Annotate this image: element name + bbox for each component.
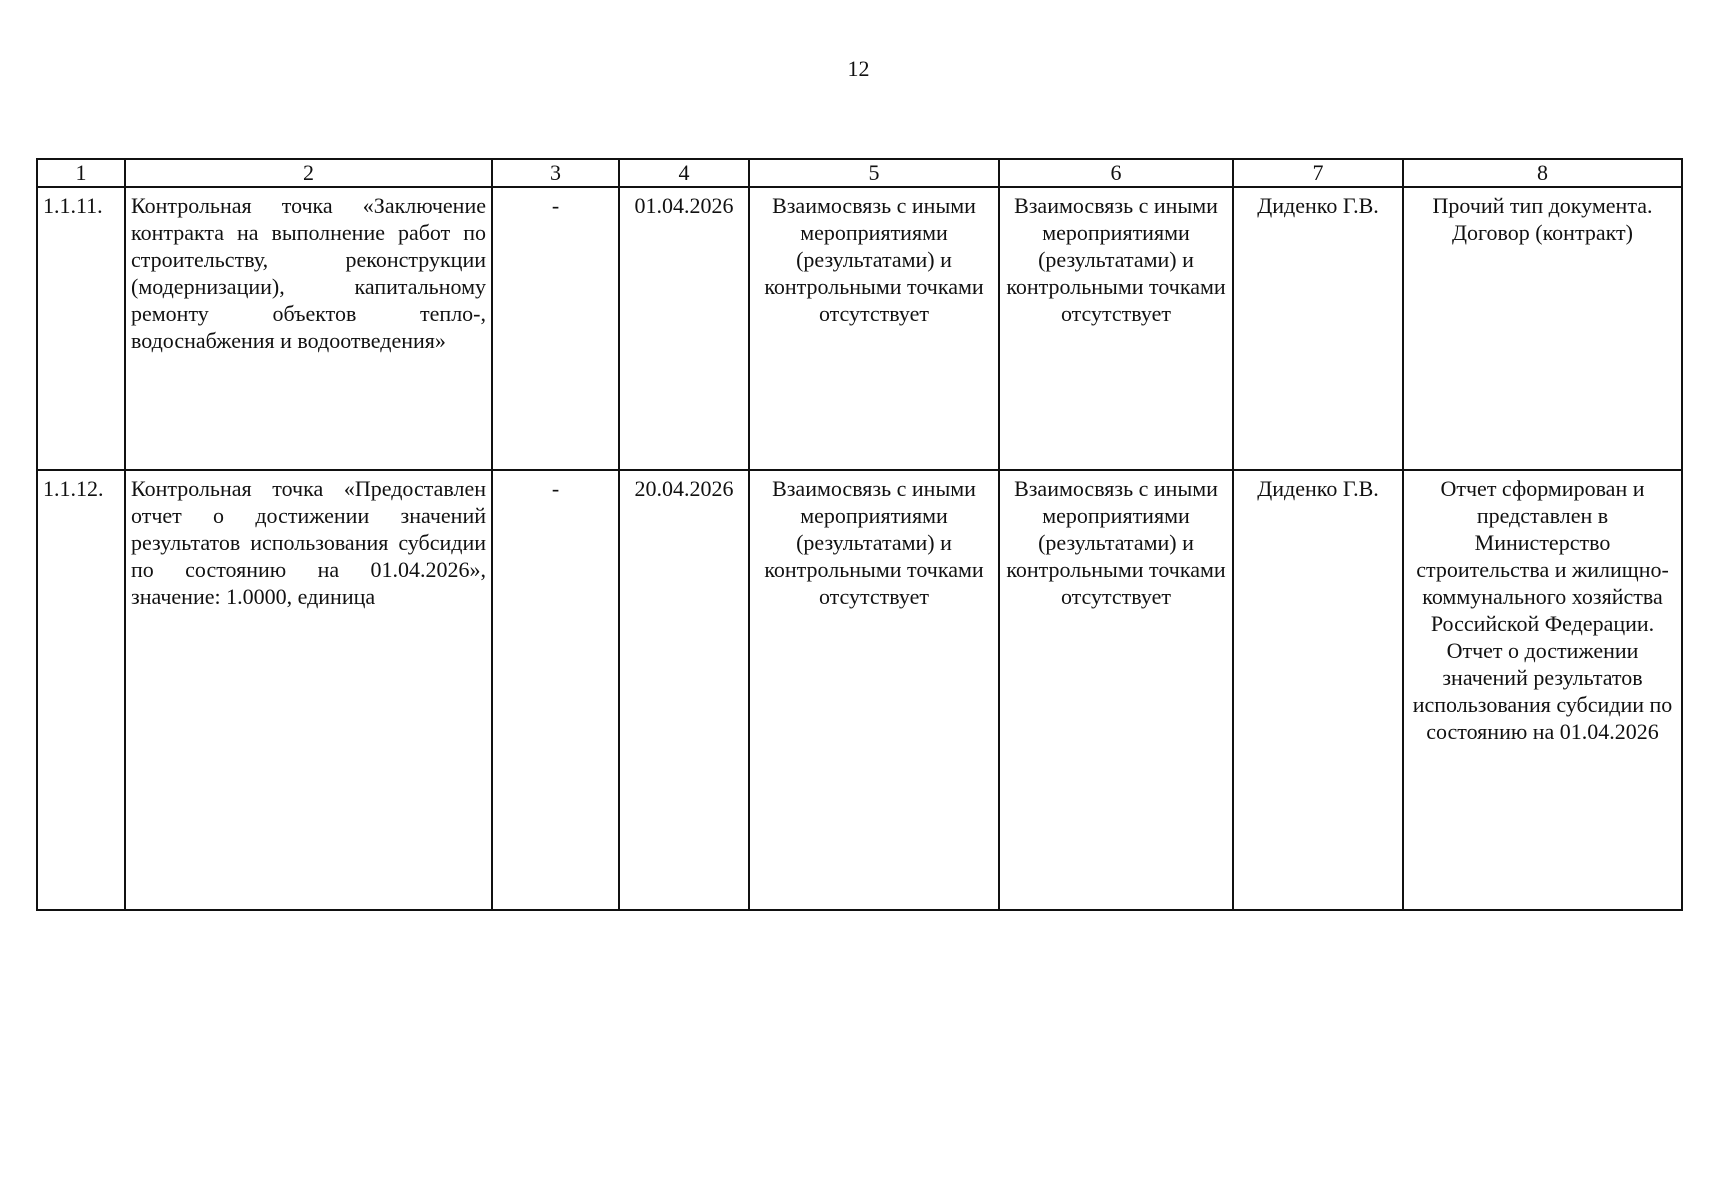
column-header: 3 — [492, 159, 619, 187]
table-header-row — [37, 159, 1682, 187]
document-type: Отчет сформирован и представлен в Министерство строительства и жилищно-коммунального хозяйства Российской Федерации. Отчет о достижении значений результатов использования субсидии по состоянию на 01.04.2026 — [1403, 470, 1682, 910]
column-header: 5 — [749, 159, 999, 187]
control-point-description: Контрольная точка «Предоставлен отчет о достижении значений результатов использования субсидии по состоянию на 01.04.2026», значение: 1.0000, единица — [125, 470, 492, 910]
table-row — [37, 470, 1682, 910]
column-header: 2 — [125, 159, 492, 187]
row-number: 1.1.12. — [37, 470, 125, 910]
link-with-points: Взаимосвязь с иными мероприятиями (результатами) и контрольными точками отсутствует — [999, 187, 1233, 470]
column-3-value: - — [492, 470, 619, 910]
link-with-events: Взаимосвязь с иными мероприятиями (результатами) и контрольными точками отсутствует — [749, 470, 999, 910]
column-header: 7 — [1233, 159, 1403, 187]
column-header: 6 — [999, 159, 1233, 187]
control-points-table — [36, 158, 1683, 911]
column-header: 1 — [37, 159, 125, 187]
responsible-person: Диденко Г.В. — [1233, 470, 1403, 910]
link-with-points: Взаимосвязь с иными мероприятиями (результатами) и контрольными точками отсутствует — [999, 470, 1233, 910]
row-number: 1.1.11. — [37, 187, 125, 470]
responsible-person: Диденко Г.В. — [1233, 187, 1403, 470]
due-date: 01.04.2026 — [619, 187, 749, 470]
table-row — [37, 187, 1682, 470]
document-type: Прочий тип документа. Договор (контракт) — [1403, 187, 1682, 470]
page-number: 12 — [847, 56, 870, 81]
link-with-events: Взаимосвязь с иными мероприятиями (результатами) и контрольными точками отсутствует — [749, 187, 999, 470]
column-header: 4 — [619, 159, 749, 187]
column-header: 8 — [1403, 159, 1682, 187]
column-3-value: - — [492, 187, 619, 470]
due-date: 20.04.2026 — [619, 470, 749, 910]
control-point-description: Контрольная точка «Заключение контракта на выполнение работ по строительству, реконструкции (модернизации), капитальному ремонту объектов тепло-, водоснабжения и водоотведения» — [125, 187, 492, 470]
